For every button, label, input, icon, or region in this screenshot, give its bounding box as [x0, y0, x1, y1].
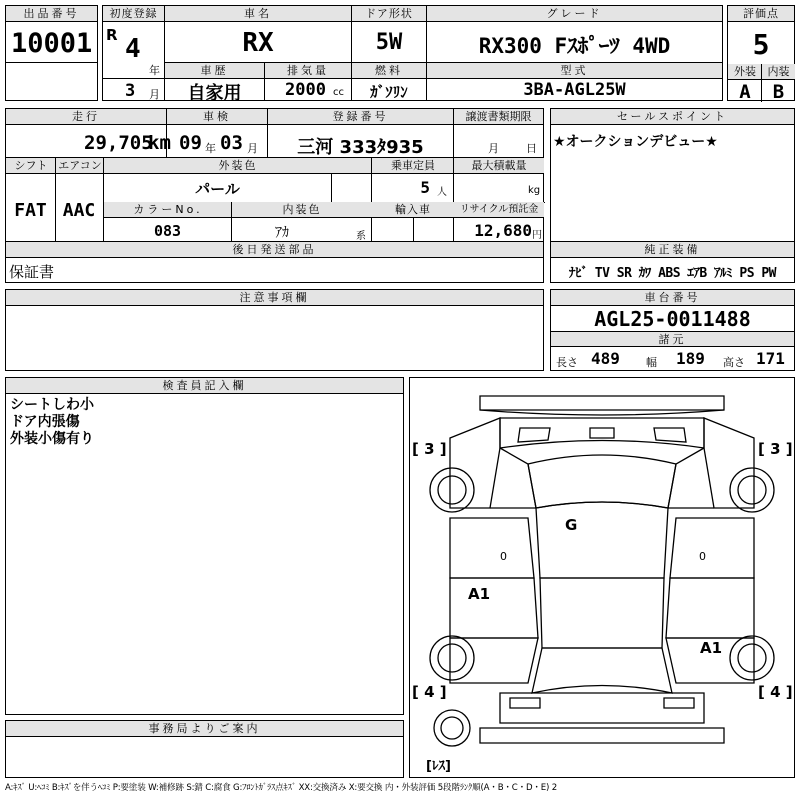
first-registration-month-unit: 月 [149, 88, 160, 101]
history-cell [164, 62, 265, 104]
tire-front-right [730, 468, 774, 512]
equipment-value: ﾅﾋﾞ TV SR ｶﾜ ABS ｴｱB ｱﾙﾐ PS PW [568, 266, 777, 281]
inspector-cell [5, 377, 404, 715]
max-load-label: 最大積載量 [454, 158, 544, 174]
fuel-cell [351, 62, 427, 101]
transfer-cell [453, 108, 544, 158]
width-label: 幅 [646, 356, 657, 369]
notes-label: 注意事項欄 [6, 290, 543, 306]
grade-cell [426, 5, 723, 63]
car-name-label: 車名 [165, 6, 351, 22]
specs-label: 諸元 [551, 331, 794, 347]
fender-front-right [704, 418, 754, 508]
capacity-value: 5 [420, 178, 430, 197]
headlight-left [518, 428, 550, 442]
grade-label: グレード [427, 6, 722, 22]
tire-rear-right-mark: [ 4 ] [758, 683, 793, 701]
car-name-value: RX [242, 28, 274, 58]
reg-number-value: 三河 333ﾀ935 [297, 137, 424, 158]
tire-front-left [430, 468, 474, 512]
spare-tire [434, 710, 470, 746]
front-bumper [480, 396, 724, 410]
capacity-label: 乗車定員 [372, 158, 454, 174]
chassis-label: 車台番号 [551, 290, 794, 306]
grade-value: RX300 Fｽﾎﾟｰﾂ 4WD [478, 34, 671, 58]
lot-number-cell [5, 5, 98, 101]
int-score-label: 内装 [762, 64, 795, 80]
shift-value: FAT [14, 200, 47, 221]
history-label: 車歴 [165, 63, 264, 79]
first-registration-cell [102, 5, 165, 101]
door-zero-left: 0 [500, 550, 507, 563]
displacement-unit: cc [333, 87, 344, 98]
a-pillar-left [490, 448, 536, 508]
height-label: 高さ [723, 356, 745, 369]
score-cell [727, 5, 795, 101]
mark-windshield-g: G [565, 516, 578, 534]
recycle-value: 12,680 [474, 221, 532, 240]
mileage-value: 29,705 [84, 132, 153, 154]
mileage-unit: km [148, 132, 171, 154]
notes-cell [5, 289, 544, 371]
displacement-label: 排気量 [265, 63, 351, 79]
inspector-label: 検査員記入欄 [6, 378, 403, 394]
history-value: 自家用 [187, 83, 242, 104]
length-value: 489 [591, 349, 620, 368]
car-name-cell [164, 5, 352, 63]
aircon-value: AAC [62, 200, 96, 221]
headlight-right [654, 428, 686, 442]
door-rear-left [450, 578, 538, 638]
hood [500, 418, 704, 448]
mileage-label: 走行 [6, 109, 166, 125]
displacement-value: 2000 [285, 80, 326, 100]
recycle-unit: 円 [532, 230, 542, 241]
int-color-unit: 系 [356, 231, 366, 242]
inspector-line-2: ドア内張傷 [10, 414, 80, 430]
import-label: 輸入車 [372, 202, 454, 218]
door-rear-right [666, 578, 754, 638]
int-color-value: ｱｶ [275, 225, 289, 241]
recycle-label: リサイクル預託金 [454, 202, 544, 218]
door-value: 5W [375, 30, 403, 55]
ext-score-label: 外装 [728, 64, 762, 80]
int-color-label: 内装色 [232, 202, 372, 218]
door-label: ドア形状 [352, 6, 426, 22]
tire-rear-left [430, 636, 474, 680]
lot-number-value: 10001 [11, 28, 93, 59]
sales-point-label: セールスポイント [551, 109, 794, 125]
tire-front-right-mark: [ 3 ] [758, 440, 793, 458]
mileage-cell [5, 108, 171, 158]
first-registration-month: 3 [125, 81, 136, 101]
roof-rear [540, 578, 664, 648]
aircon-label: エアコン [56, 158, 104, 174]
reg-number-cell [267, 108, 454, 158]
fuel-value: ｶﾞｿﾘﾝ [370, 83, 408, 101]
legend-text: A:ｷｽﾞ U:ﾍｺﾐ B:ｷｽﾞを伴うﾍｺﾐ P:要塗装 W:補修跡 S:錆 C:腐食 G:ﾌﾛﾝﾄｶﾞﾗｽ点ｷｽﾞ XX:交換済み X:要交換 内・外装評価 5段階ﾗﾝｸ順(A・B・C・D・E) 2 [5, 783, 557, 793]
later-parts-value: 保証書 [9, 263, 55, 281]
first-registration-era: R [106, 26, 118, 44]
a-pillar-right [668, 448, 714, 508]
tire-rear-right [730, 636, 774, 680]
model-label: 型式 [427, 63, 722, 79]
fuel-label: 燃料 [352, 63, 426, 79]
equipment-label: 純正装備 [551, 242, 794, 258]
length-label: 長さ [556, 356, 578, 369]
max-load-unit: kg [528, 185, 541, 196]
displacement-cell [264, 62, 352, 101]
front-bumper-line [480, 410, 724, 415]
first-registration-label: 初度登録 [103, 6, 164, 22]
shift-label: シフト [6, 158, 56, 174]
windshield [528, 455, 676, 508]
inspection-cell [166, 108, 268, 158]
equipment-cell [550, 241, 795, 283]
chassis-value: AGL25-0011488 [594, 307, 751, 331]
model-value: 3BA-AGL25W [523, 80, 626, 100]
door-front-right [670, 518, 754, 578]
tire-rear-left-mark: [ 4 ] [412, 683, 447, 701]
office-label: 事務局よりご案内 [6, 721, 403, 737]
later-parts-cell [5, 241, 544, 283]
grille [590, 428, 614, 438]
door-cell [351, 5, 427, 63]
later-parts-label: 後日発送部品 [6, 242, 543, 258]
transfer-label: 譲渡書類期限 [454, 109, 543, 125]
roof-front [536, 502, 668, 578]
reg-number-label: 登録番号 [268, 109, 453, 125]
inspection-label: 車検 [167, 109, 267, 125]
rear-bumper [480, 728, 724, 743]
car-diagram-svg [410, 378, 794, 777]
int-score-value: B [772, 81, 785, 103]
rear-window [532, 648, 672, 693]
color-no-label: カラーNo. [104, 202, 232, 218]
height-value: 171 [756, 349, 785, 368]
model-cell [426, 62, 723, 101]
capacity-unit: 人 [437, 187, 447, 198]
first-registration-year-unit: 年 [149, 64, 160, 77]
first-registration-year: 4 [125, 34, 141, 64]
width-value: 189 [676, 349, 705, 368]
mark-rear-left-a1: A1 [468, 585, 491, 603]
transfer-day-unit: 日 [526, 142, 537, 155]
taillight-left [510, 698, 540, 708]
door-front-left [450, 518, 534, 578]
inspector-line-1: シートしわ小 [10, 397, 94, 413]
inspection-month-unit: 月 [247, 142, 258, 155]
ext-color-value: パール [195, 180, 240, 198]
car-diagram [409, 377, 795, 778]
lot-number-label: 出品番号 [6, 6, 97, 22]
inspection-year-unit: 年 [205, 142, 216, 155]
tire-front-left-mark: [ 3 ] [412, 440, 447, 458]
score-value: 5 [752, 28, 770, 61]
transfer-month-unit: 月 [488, 142, 499, 155]
ext-score-value: A [739, 81, 751, 103]
chassis-cell [550, 289, 795, 371]
color-no-value: 083 [153, 222, 182, 240]
door-zero-right: 0 [699, 550, 706, 563]
specs-grid [5, 157, 544, 242]
office-cell [5, 720, 404, 778]
spare-tire-mark: [ﾚｽ] [426, 759, 451, 774]
sales-point-cell [550, 108, 795, 242]
ext-color-label: 外装色 [104, 158, 372, 174]
mark-quarter-right-a1: A1 [700, 639, 723, 657]
fender-front-left [450, 418, 500, 508]
inspection-month: 03 [220, 132, 243, 154]
sales-point-text: ★オークションデビュー★ [553, 134, 718, 150]
inspection-year: 09 [179, 132, 202, 154]
taillight-right [664, 698, 694, 708]
score-label: 評価点 [728, 6, 794, 22]
inspector-line-3: 外装小傷有り [10, 431, 94, 447]
